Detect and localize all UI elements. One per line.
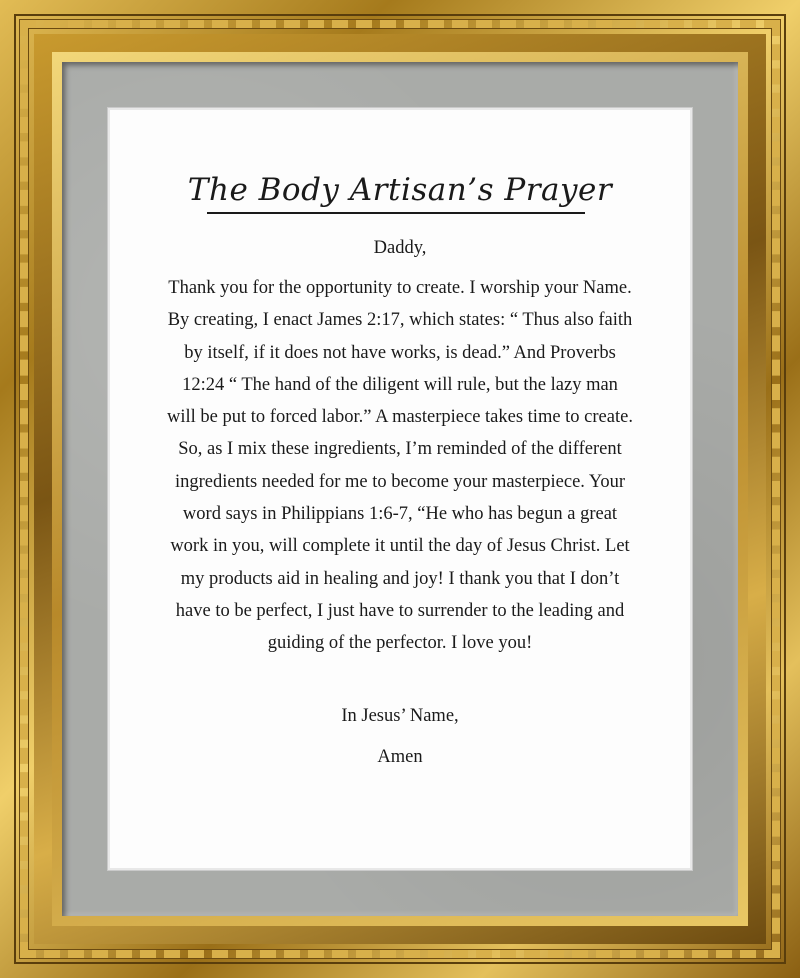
prayer-body: Thank you for the opportunity to create. I worship your Name. By creating, I enact James 2:17, which states: “ Thus also faith by itself, if it does not have works, is dead.” And Proverbs 12:24 “ The hand of the diligent will rule, but the lazy man will be put to forced labor.” A masterpiece takes time to create. So, as I mix these ingredients, I’m reminded of the different ingredients needed for me to become your masterpiece. Your word says in Philippians 1:6-7, “He who has begun a great work in you, will complete it until the day of Jesus Christ. Let my products aid in healing and joy! I thank you that I don’t have to be perfect, I just have to surrender to the leading and guiding of the perfector. I love you! <box>167 278 633 654</box>
salutation: Daddy, <box>373 238 427 258</box>
prayer-document <box>108 108 692 870</box>
document-title: The Body Artisan’s Prayer <box>187 172 613 208</box>
title-underline <box>207 212 585 214</box>
signoff: Amen <box>377 747 423 767</box>
closing-line: In Jesus’ Name, <box>341 706 459 726</box>
